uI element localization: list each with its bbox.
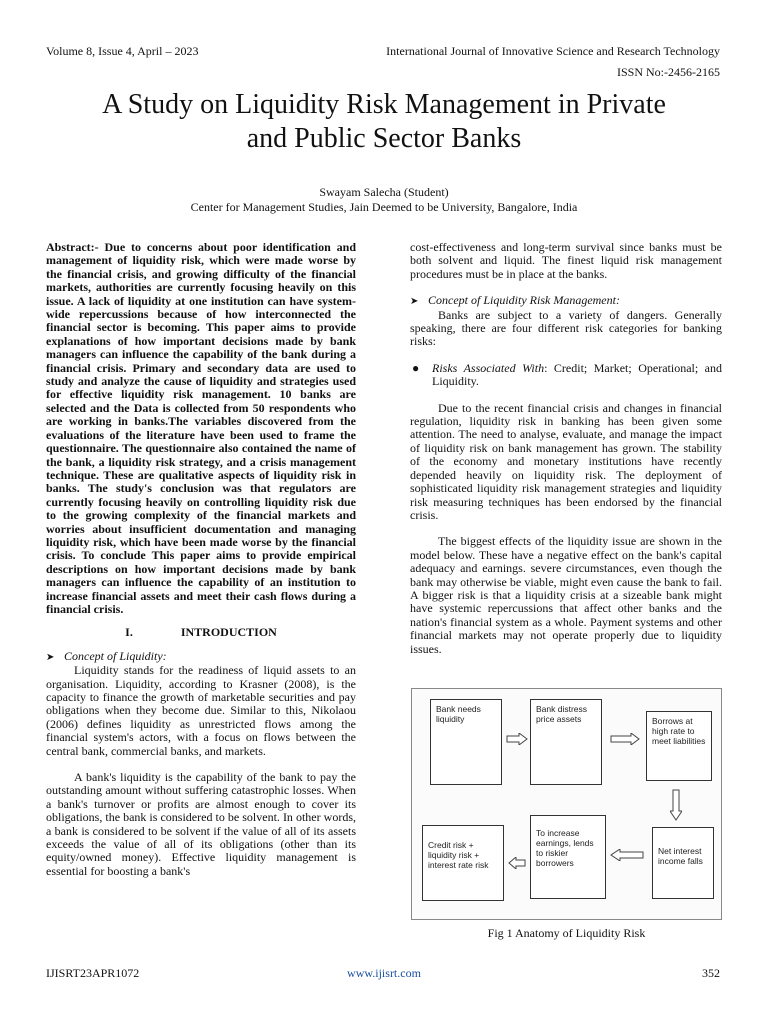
paragraph: A bank's liquidity is the capability of the bank to pay the outstanding amount without suffering catastrophic losses. When a bank's turnover or profits are almost enough to cover its obligations, the bank is considered to be solvent. In other words, a bank is considered to be solvent if the value of all of its assets exceeds the value of all of its obligations (other than its equity/owned money). Effective liquidity management is essential for boosting a bank's [46,770,356,878]
paragraph: Banks are subject to a variety of dangers. Generally speaking, there are four different risk categories for banking risks: [410,307,722,349]
list-item-text [432,362,722,389]
paragraph: Liquidity stands for the readiness of liquid assets to an organisation. Liquidity, according to Krasner (2008), is the capacity to finance the growth of marketable securities and pay obligations when they become due. Similar to this, Nikolaou (2006) defines liquidity as unrestricted flows among the financial system's actors, with a focus on flows between the central bank, commercial banks, and markets. [46,663,356,758]
paragraph: The biggest effects of the liquidity issue are shown in the model below. These have a negative effect on the bank's capital adequacy and earnings. severe circumstances, even though the bank may otherwise be viable, might even cause the bank to fail. A bigger risk is that a liquidity crisis at a sizeable bank might have systemic repercussions that affect other banks and the nation's financial system as a whole. Payment systems and other financial markets may not operate properly due to liquidity issues. [410,534,722,656]
down-arrow-icon [670,789,682,821]
issn: ISSN No:-2456-2165 [616,65,720,79]
affiliation: Center for Management Studies, Jain Deemed to be University, Bangalore, India [190,200,578,214]
subheading-text: Concept of Liquidity: [64,648,167,663]
arrowhead-bullet-icon: ➤ [410,296,419,308]
subheading-concept-of-liquidity [46,650,356,664]
journal-website-link[interactable]: www.ijisrt.com [347,966,421,980]
title-line-2: and Public Sector Banks [246,123,522,154]
paper-title [40,88,728,156]
section-heading [46,626,356,639]
figure-caption: Fig 1 Anatomy of Liquidity Risk [487,926,646,940]
volume-info: Volume 8, Issue 4, April – 2023 [46,44,199,58]
figure-box-borrows-at-high-rate: Borrows at high rate to meet liabilities [646,711,712,781]
list-item-label: Risks Associated With [432,360,545,375]
list-item [410,362,722,389]
subheading-liquidity-risk-management [410,294,722,308]
section-title: INTRODUCTION [180,625,277,640]
figure-box-credit-liquidity-interest-risk: Credit risk + liquidity risk + interest rate risk [422,825,504,901]
bullet-dot-icon: ● [412,360,420,375]
right-column [410,241,722,656]
right-arrow-icon [610,733,640,745]
left-arrow-icon [610,849,644,861]
paragraph: cost-effectiveness and long-term survival since banks must be both solvent and liquid. The finest liquid risk management procedures must be in place at the banks. [410,240,722,281]
journal-name: International Journal of Innovative Science and Research Technology [386,44,720,58]
list-item-value: : Credit; Market; Operational; and Liquidity. [432,360,723,389]
left-column [46,241,356,878]
right-arrow-icon [506,733,528,745]
left-arrow-icon [508,857,526,869]
paper-id: IJISRT23APR1072 [46,966,140,980]
abstract: Abstract:- Due to concerns about poor identification and management of liquidity risk, which were made worse by the financial crisis, and growing difficulty of the financial markets, authorities are currently focusing heavily on this issue. A lack of liquidity at one institution can have system-wide repercussions because of how interconnected the financial sector is becoming. This paper aims to provide explanations of how important decisions made by bank managers can influence the capability of the bank during a financial crisis. Primary and secondary data are used to study and analyze the cause of liquidity and strategies used for effective liquidity risk management. 10 banks are selected and the Data is collected from 50 respondents who are working in banks.The variables discovered from the evaluations of the literature have been used to frame the questionnaire. The questionnaire also contained the name of the bank, a liquidity risk strategy, and a crisis management technique. These are qualitative aspects of liquidity risk in banks. The study's conclusion was that regulators are currently focusing heavily on controlling liquidity risk due to the growing complexity of the financial markets and worries about insufficient documentation and managing liquidity risk, which have been made worse by the financial crisis. To conclude This paper aims to provide empirical descriptions on how important decisions made by bank managers can influence the capability of an institution to increase financial assets and meet their cash flows during a financial crisis. [46,240,356,616]
page-number: 352 [702,966,720,980]
arrowhead-bullet-icon: ➤ [46,651,55,663]
title-line-1: A Study on Liquidity Risk Management in Private [102,89,666,120]
author: Swayam Salecha (Student) [319,185,449,199]
figure-box-bank-needs-liquidity: Bank needs liquidity [430,699,502,785]
paragraph: Due to the recent financial crisis and changes in financial regulation, liquidity risk in banking has been given some attention. The need to analyse, evaluate, and manage the impact of liquidity risk on bank management has grown. The stability of the economy and monetary institutions have recently depended heavily on liquidity risk. The deployment of sophisticated liquidity risk management strategies and liquidity risk measuring techniques has been endorsed by the financial crisis. [410,400,722,522]
figure-box-lends-to-riskier-borrowers: To increase earnings, lends to riskier borrowers [530,815,606,899]
figure-box-bank-distress-price-assets: Bank distress price assets [530,699,602,785]
figure-box-net-interest-income-falls: Net interest income falls [652,827,714,899]
figure-anatomy-of-liquidity-risk [411,688,722,920]
section-number: I. [125,625,133,640]
subheading-text: Concept of Liquidity Risk Management: [428,293,620,308]
